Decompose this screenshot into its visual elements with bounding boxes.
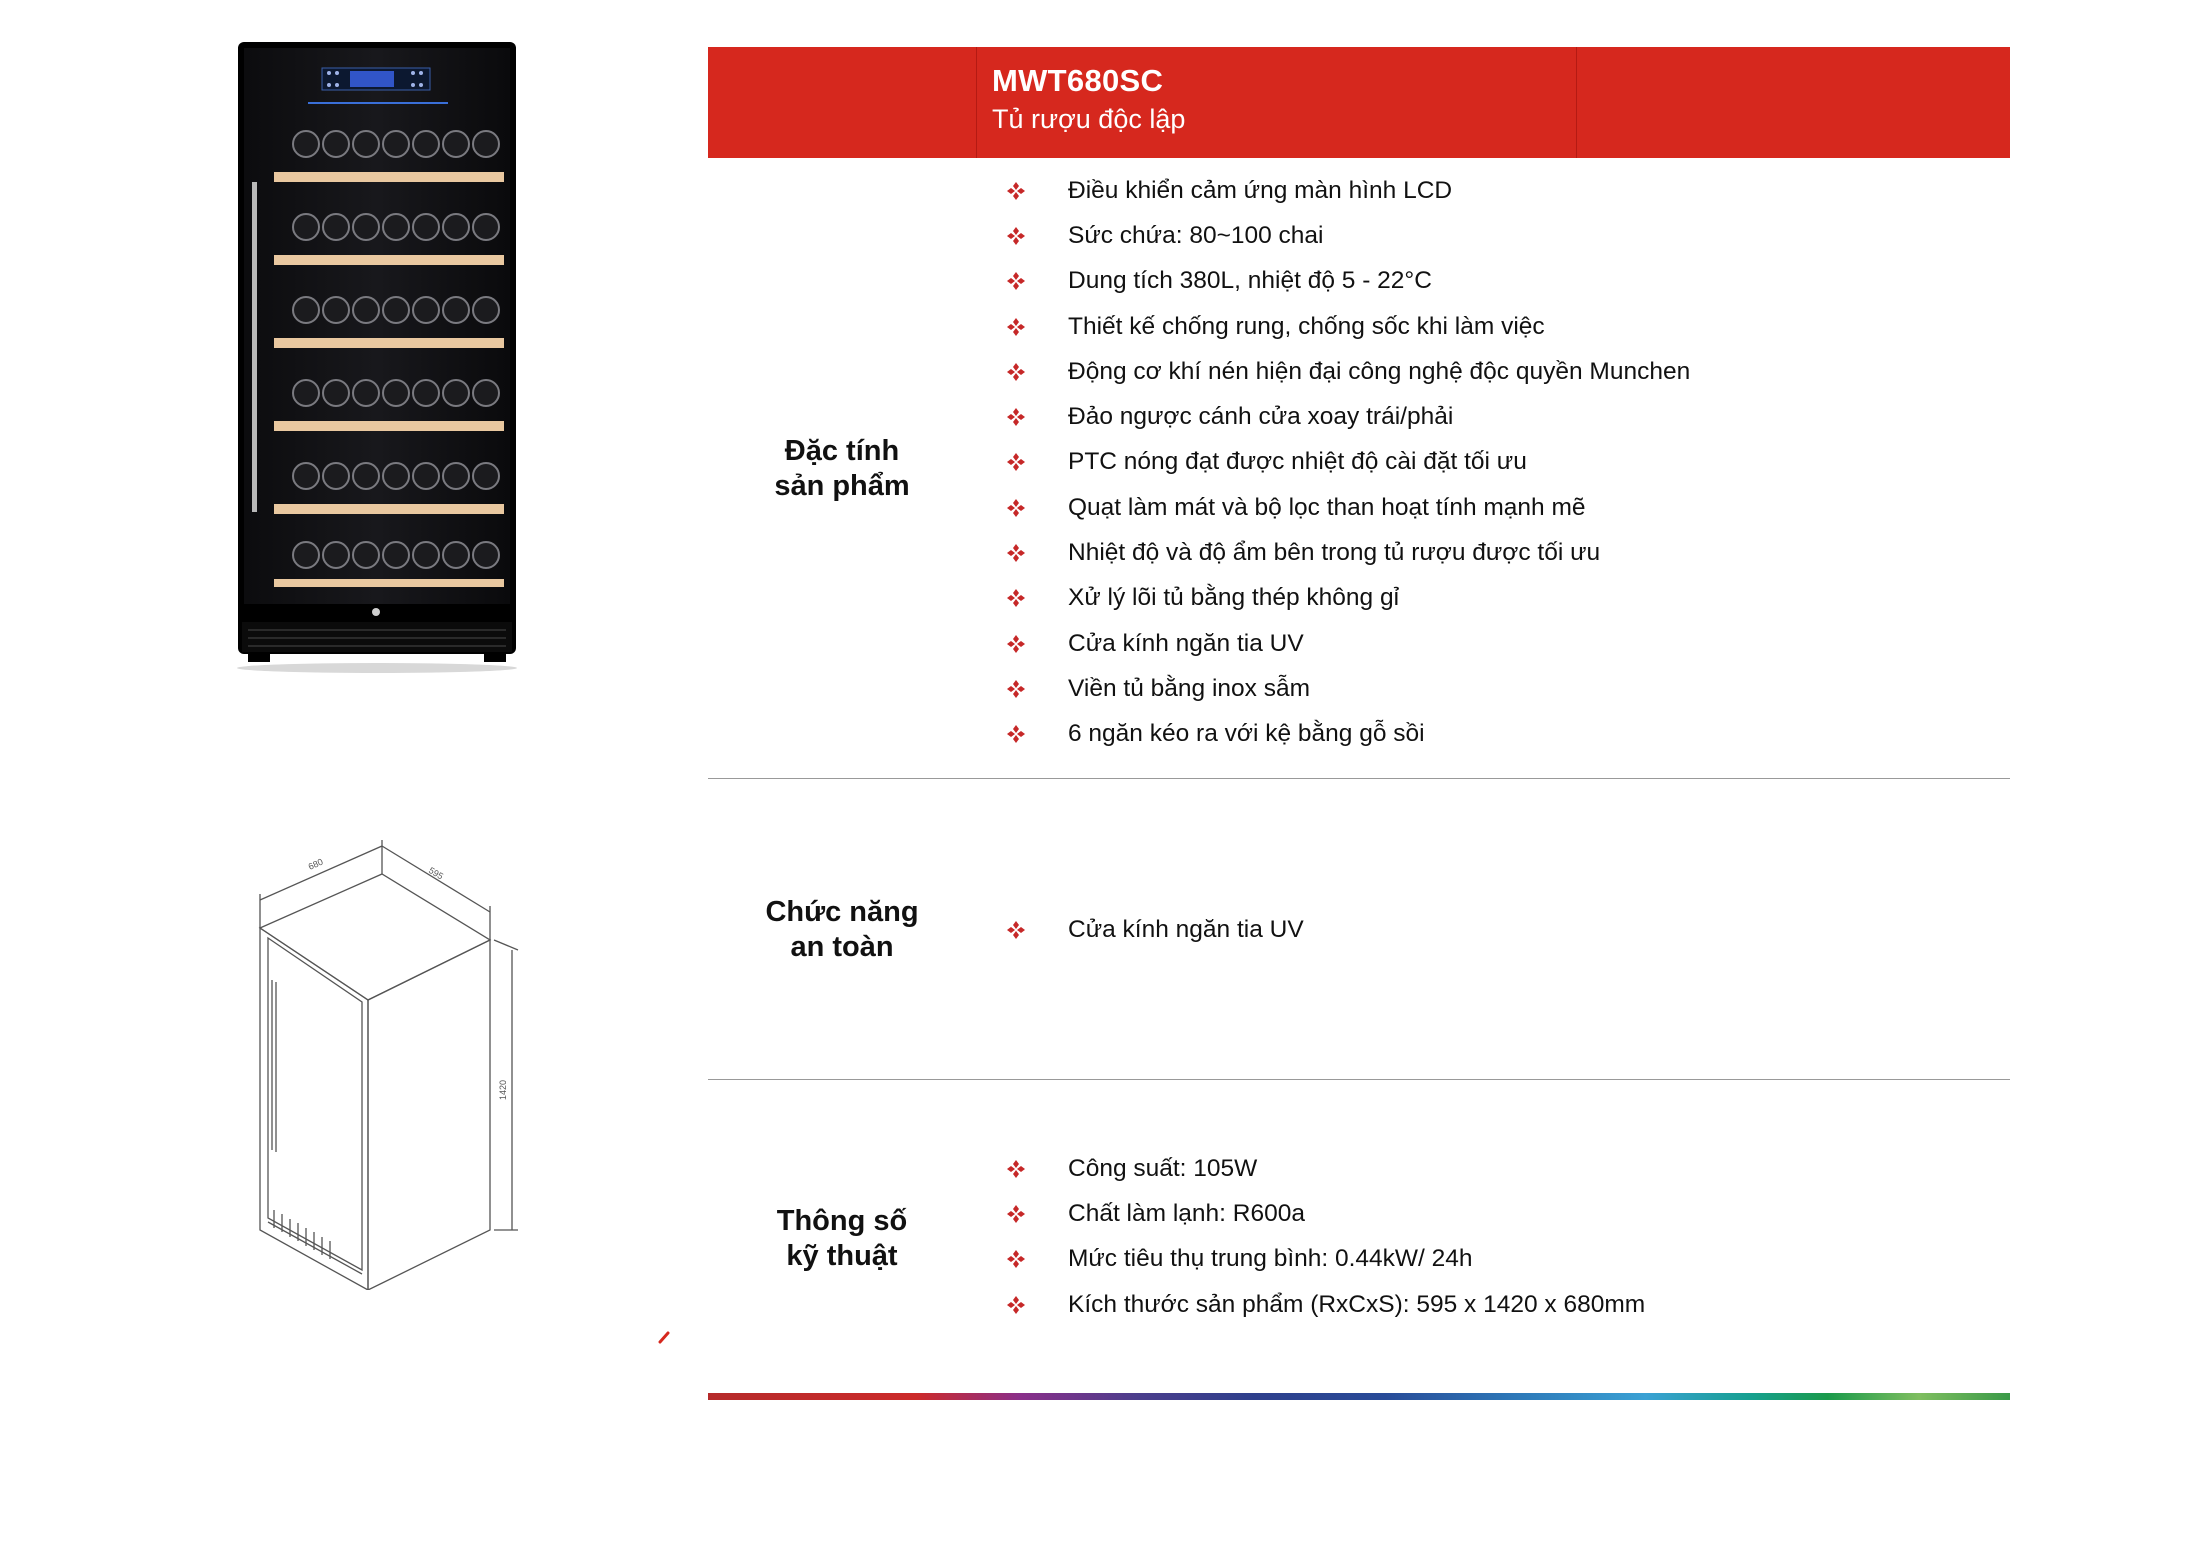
list-item: [1006, 712, 1690, 757]
spec-table: [708, 47, 2010, 1380]
four-diamond-bullet-icon: [1006, 920, 1068, 940]
four-diamond-bullet-icon: [1006, 362, 1068, 382]
feature-list: [1006, 168, 1690, 757]
four-diamond-bullet-icon: [1006, 1159, 1068, 1179]
list-item: [1006, 213, 1690, 258]
list-item: [1006, 1282, 1645, 1327]
section-label-line: Đặc tính: [784, 435, 900, 467]
four-diamond-bullet-icon: [1006, 226, 1068, 246]
section-technical-specs: [708, 1080, 2010, 1380]
feature-text: Động cơ khí nén hiện đại công nghệ độc quyền Munchen: [1068, 357, 1691, 385]
feature-text: Cửa kính ngăn tia UV: [1068, 629, 1304, 657]
spec-header: [708, 47, 2010, 158]
list-item: [1006, 1237, 1645, 1282]
dim-width-label: 595: [426, 865, 446, 882]
section-label-line: kỹ thuật: [786, 1240, 898, 1272]
section-product-features: [708, 158, 2010, 779]
four-diamond-bullet-icon: [1006, 1295, 1068, 1315]
header-divider: [976, 47, 977, 158]
header-divider: [1576, 47, 1577, 158]
feature-text: Dung tích 380L, nhiệt độ 5 - 22°C: [1068, 267, 1432, 295]
four-diamond-bullet-icon: [1006, 181, 1068, 201]
list-item: [1006, 304, 1690, 349]
product-photo: [228, 42, 526, 674]
dim-depth-label: 680: [306, 856, 325, 872]
four-diamond-bullet-icon: [1006, 679, 1068, 699]
list-item: [1006, 440, 1690, 485]
list-item: [1006, 259, 1690, 304]
list-item: [1006, 1146, 1645, 1191]
list-item: [1006, 621, 1690, 666]
list-item: [1006, 576, 1690, 621]
list-item: [1006, 349, 1690, 394]
four-diamond-bullet-icon: [1006, 1204, 1068, 1224]
list-item: [1006, 394, 1690, 439]
four-diamond-bullet-icon: [1006, 271, 1068, 291]
section-label-line: Thông số: [776, 1205, 908, 1237]
four-diamond-bullet-icon: [1006, 407, 1068, 427]
four-diamond-bullet-icon: [1006, 543, 1068, 563]
list-item: [1006, 907, 1304, 952]
feature-list: [1006, 907, 1304, 952]
feature-text: Quạt làm mát và bộ lọc than hoạt tính mạnh mẽ: [1068, 493, 1586, 521]
section-label: [708, 1204, 976, 1274]
model-name: MWT680SC: [992, 63, 1164, 98]
feature-text: Mức tiêu thụ trung bình: 0.44kW/ 24h: [1068, 1245, 1473, 1273]
feature-text: Cửa kính ngăn tia UV: [1068, 915, 1304, 943]
feature-text: Xử lý lõi tủ bằng thép không gỉ: [1068, 584, 1400, 612]
product-subtitle: Tủ rượu độc lập: [992, 104, 1186, 134]
feature-text: 6 ngăn kéo ra với kệ bằng gỗ sồi: [1068, 720, 1425, 748]
feature-text: Điều khiển cảm ứng màn hình LCD: [1068, 176, 1453, 204]
list-item: [1006, 530, 1690, 575]
list-item: [1006, 666, 1690, 711]
feature-text: Thiết kế chống rung, chống sốc khi làm việc: [1068, 312, 1545, 340]
four-diamond-bullet-icon: [1006, 317, 1068, 337]
feature-text: Sức chứa: 80~100 chai: [1068, 221, 1324, 249]
four-diamond-bullet-icon: [1006, 634, 1068, 654]
feature-text: Đảo ngược cánh cửa xoay trái/phải: [1068, 403, 1454, 431]
four-diamond-bullet-icon: [1006, 588, 1068, 608]
feature-list: [1006, 1146, 1645, 1327]
red-mark-decoration: [658, 1330, 672, 1344]
section-label-line: sản phẩm: [774, 470, 910, 502]
list-item: [1006, 485, 1690, 530]
list-item: [1006, 1191, 1645, 1236]
section-label-line: an toàn: [790, 931, 894, 963]
feature-text: Công suất: 105W: [1068, 1154, 1258, 1182]
footer-color-stripe: [708, 1393, 2010, 1400]
list-item: [1006, 168, 1690, 213]
feature-text: Kích thước sản phẩm (RxCxS): 595 x 1420 x 680mm: [1068, 1290, 1646, 1318]
feature-text: Nhiệt độ và độ ẩm bên trong tủ rượu được tối ưu: [1068, 539, 1601, 567]
section-safety: [708, 779, 2010, 1080]
feature-text: PTC nóng đạt được nhiệt độ cài đặt tối ưu: [1068, 448, 1527, 476]
four-diamond-bullet-icon: [1006, 1249, 1068, 1269]
feature-text: Chất làm lạnh: R600a: [1068, 1199, 1305, 1227]
dim-height-label: 1420: [498, 1079, 508, 1100]
four-diamond-bullet-icon: [1006, 452, 1068, 472]
feature-text: Viền tủ bằng inox sẫm: [1068, 674, 1310, 702]
four-diamond-bullet-icon: [1006, 498, 1068, 518]
section-label: [708, 895, 976, 965]
section-label: [708, 434, 976, 504]
section-label-line: Chức năng: [765, 896, 919, 928]
dimension-drawing: [250, 830, 530, 1290]
four-diamond-bullet-icon: [1006, 724, 1068, 744]
